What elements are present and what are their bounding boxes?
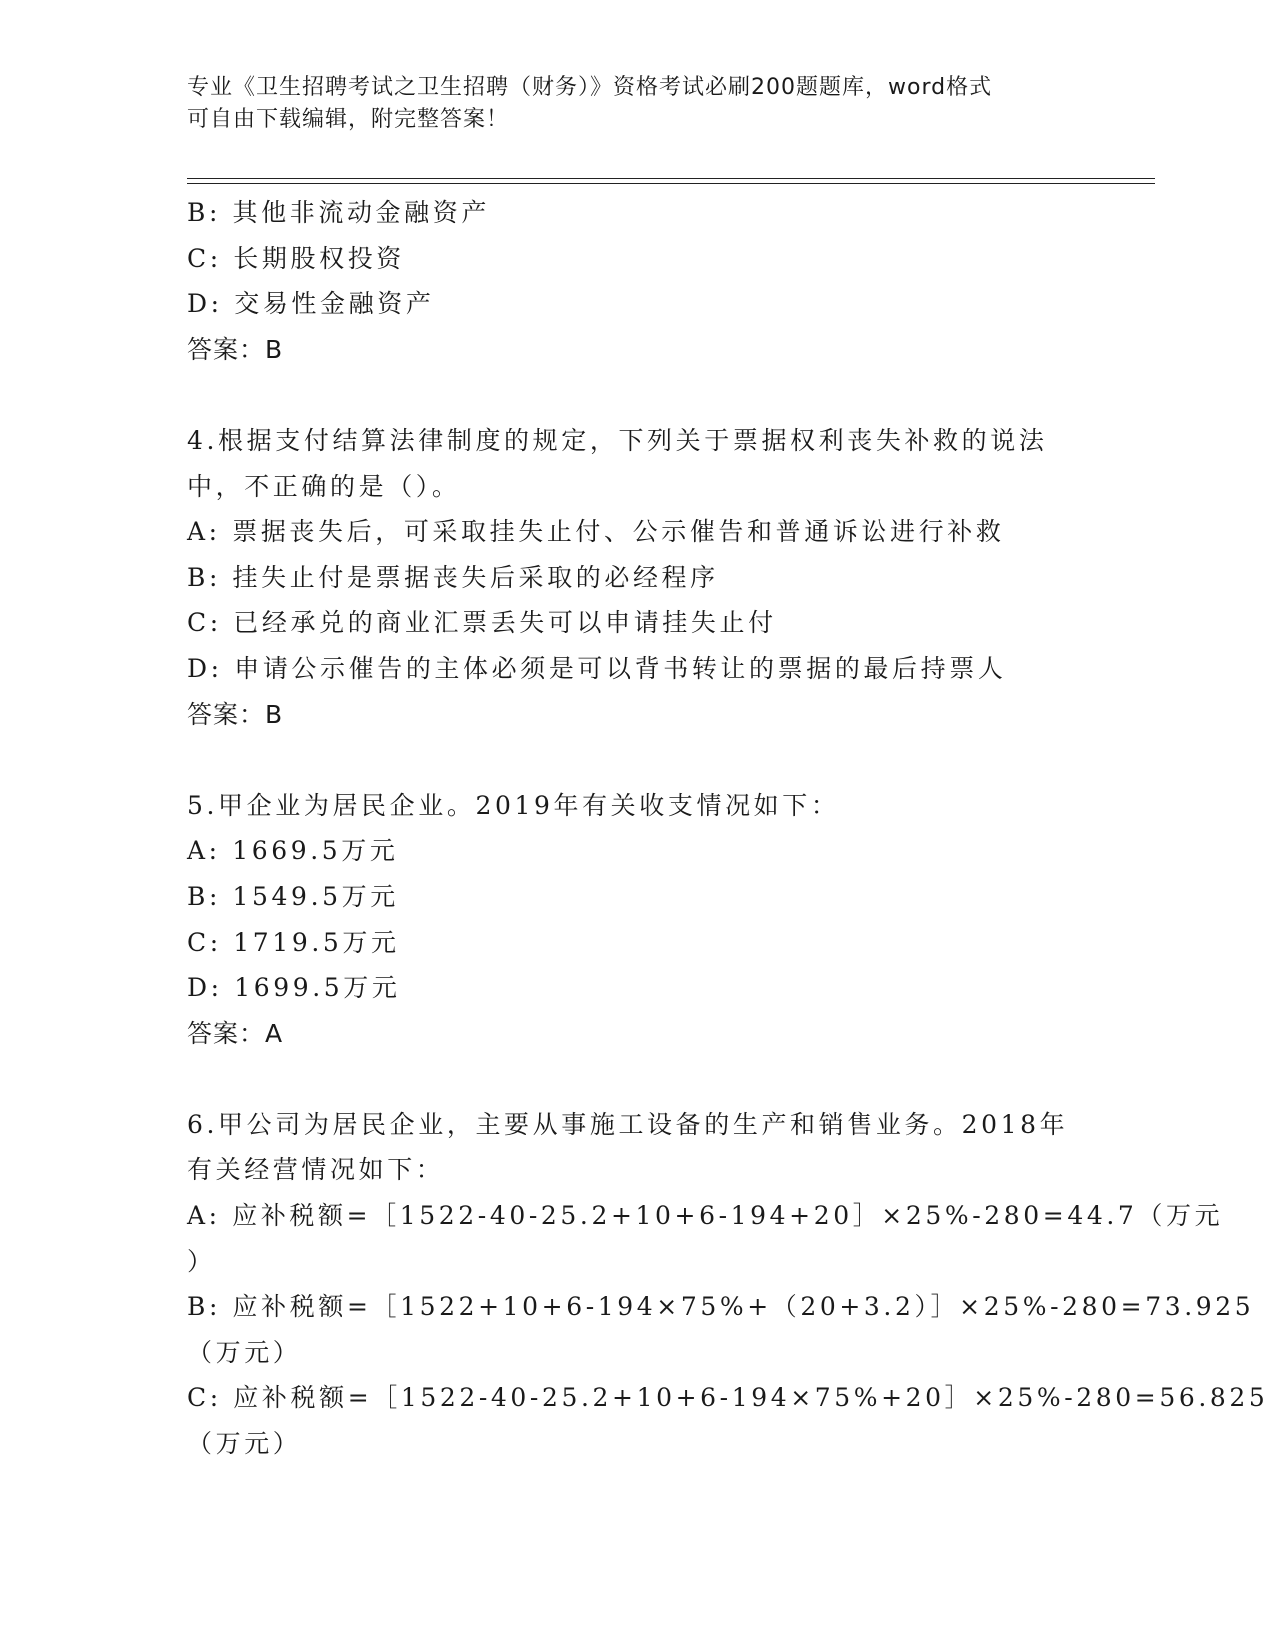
q4-option-c: C: 已经承兑的商业汇票丢失可以申请挂失止付 [187, 608, 777, 638]
q6-option-b-line-2: （万元） [187, 1337, 302, 1367]
question-3-block [187, 190, 1087, 372]
q5-answer: 答案：A [187, 1018, 284, 1048]
q4-option-b: B: 挂失止付是票据丧失后采取的必经程序 [187, 562, 719, 592]
q4-answer: 答案：B [187, 699, 284, 729]
question-6-block [187, 1102, 1269, 1467]
question-content [187, 190, 1269, 1467]
q6-option-c-line-1: C: 应补税额=［1522-40-25.2+10+6-194×75%+20］×25%-280=56.825 [187, 1383, 1269, 1413]
q3-option-b: B: 其他非流动金融资产 [187, 198, 490, 227]
q3-option-d: D: 交易性金融资产 [187, 289, 435, 319]
question-4-block [187, 418, 1087, 737]
header-divider-bottom [187, 183, 1155, 184]
question-5-block [187, 783, 1087, 1057]
page-header [187, 72, 1087, 136]
q6-option-c-line-2: （万元） [187, 1429, 302, 1459]
q5-option-a: A: 1669.5万元 [187, 836, 399, 866]
q6-stem-line-1: 6.甲公司为居民企业，主要从事施工设备的生产和销售业务。2018年 [187, 1109, 1069, 1139]
spacer [187, 372, 1087, 418]
q5-option-c: C: 1719.5万元 [187, 927, 400, 957]
q4-option-d: D: 申请公示催告的主体必须是可以背书转让的票据的最后持票人 [187, 653, 1007, 683]
q6-stem-line-2: 有关经营情况如下： [187, 1155, 445, 1185]
q4-stem-line-1: 4.根据支付结算法律制度的规定，下列关于票据权利丧失补救的说法 [187, 425, 1048, 455]
q5-stem-line-1: 5.甲企业为居民企业。2019年有关收支情况如下： [187, 790, 840, 820]
q3-answer: 答案：B [187, 334, 284, 364]
q4-option-a: A: 票据丧失后，可采取挂失止付、公示催告和普通诉讼进行补救 [187, 517, 1005, 547]
q4-stem-line-2: 中，不正确的是（）。 [187, 471, 461, 501]
spacer [187, 1056, 1087, 1102]
header-line-2: 可自由下载编辑，附完整答案！ [187, 107, 510, 132]
q6-option-a-line-2: ） [187, 1246, 216, 1276]
q6-option-b-line-1: B: 应补税额=［1522+10+6-194×75%+（20+3.2）］×25%-280=73.925 [187, 1292, 1255, 1322]
header-divider-top [187, 178, 1155, 179]
q6-option-a-line-1: A: 应补税额=［1522-40-25.2+10+6-194+20］×25%-280=44.7（万元 [187, 1201, 1224, 1231]
header-line-1: 专业《卫生招聘考试之卫生招聘（财务）》资格考试必刷200题题库，word格式 [187, 75, 993, 100]
spacer [187, 737, 1087, 783]
q5-option-d: D: 1699.5万元 [187, 973, 401, 1003]
q5-option-b: B: 1549.5万元 [187, 881, 399, 911]
q3-option-c: C: 长期股权投资 [187, 243, 405, 273]
